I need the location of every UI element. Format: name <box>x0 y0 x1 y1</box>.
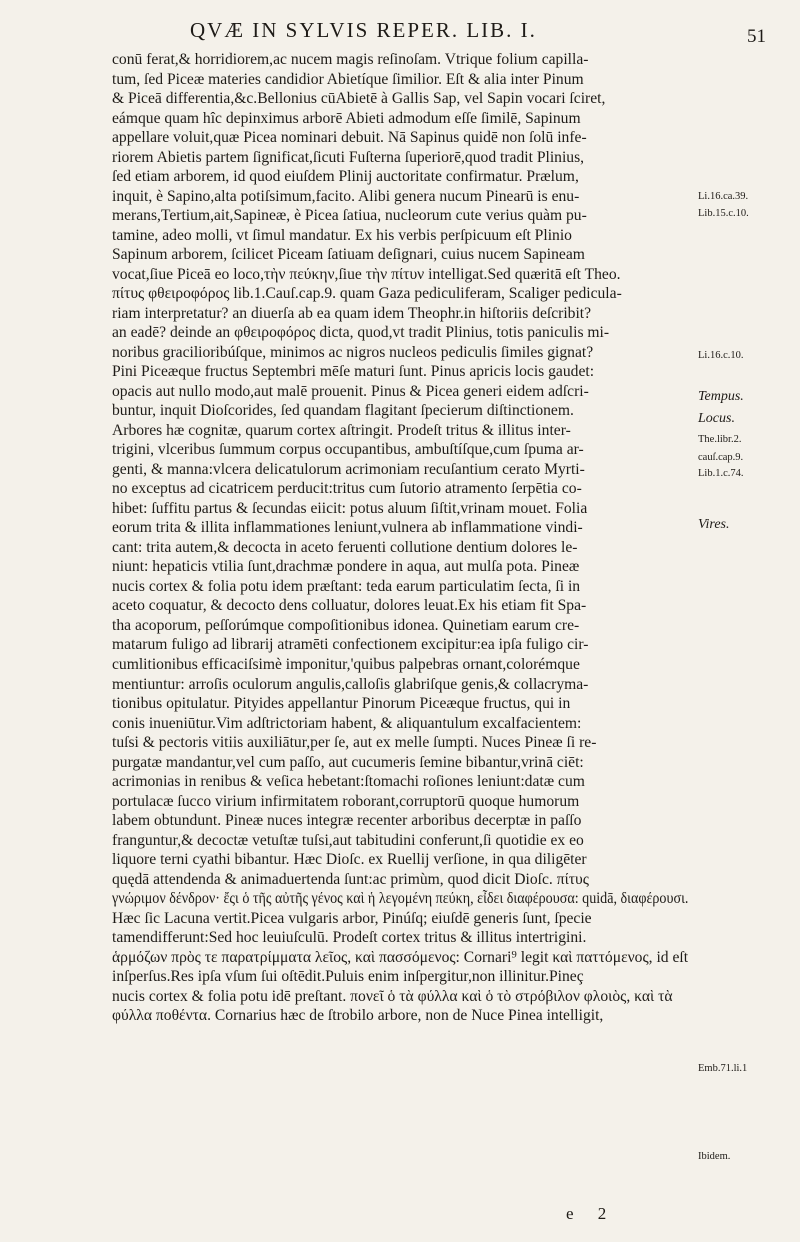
signature-mark: e 2 <box>566 1204 617 1223</box>
text-line: conis inueniūtur.Vim adſtrictoriam habent, & aliquantulum excalfacientem: <box>112 714 582 732</box>
text-line: trigini, vlceribus ſummum corpus occupantibus, ambuſtíſque,cum ſpuma ar- <box>112 441 584 459</box>
margin-note: Tempus. <box>698 389 744 404</box>
text-line: tionibus opitulatur. Pityides appellantur Pinorum Piceæque fructus, qui in <box>112 695 571 713</box>
text-line: mentiuntur: arroſis oculorum angulis,calloſis glabriſque genis,& collacryma- <box>112 675 589 693</box>
text-line: buntur, inquit Dioſcorides, ſed quandam flagitant ſpecierum diſtinctionem. <box>112 402 574 420</box>
text-line: riorem Abietis partem ſignificat,ſicuti Fuſterna ſuperiorē,quod tradit Plinius, <box>112 148 585 166</box>
text-line: appellare voluit,quæ Picea nominari debuit. Nā Sapinus quidē non ſolū infe- <box>112 129 587 147</box>
text-line: tum, ſed Piceæ materies candidior Abietíque ſimilior. Eſt & alia inter Pinum <box>112 70 584 88</box>
text-line: eámque quam hîc depinximus arborē Abieti admodum eſſe ſimilē, Sapinum <box>112 109 581 127</box>
text-line: conū ferat,& horridiorem,ac nucem magis reſinoſam. Vtrique folium capilla- <box>112 51 589 68</box>
text-line: nucis cortex & folia potu idem præſtant: teda earum particulatim ſecta, ſi in <box>112 577 581 595</box>
text-line: no exceptus ad cicatricem perducit:tritus cum ſutorio atramento ſerpētia co- <box>112 480 582 498</box>
text-line: aceto coquatur, & decocto dens colluatur, dolores leuat.Ex his etiam fit Spa- <box>112 597 587 615</box>
text-line: & Piceā differentia,&c.Bellonius cūAbietē à Gallis Sap, vel Sapin vocari ſciret, <box>112 90 606 108</box>
text-line: tuſsi & pectoris vitiis auxiliātur,per ſe, aut ex melle ſumpti. Nuces Pineæ ſi re- <box>112 734 597 752</box>
margin-note: Ibidem. <box>698 1151 731 1162</box>
text-line: franguntur,& decoctæ vetuſtæ tuſsi,aut tabitudini conferunt,ſi quotidie ex eo <box>112 831 584 849</box>
margin-note: Li.16.ca.39. <box>698 191 749 202</box>
body-text <box>112 50 688 1026</box>
text-line: tamendifferunt:Sed hoc leuiuſculū. Prodeſt cortex tritus & illitus intertrigini. <box>112 929 587 947</box>
text-line: noribus gracilioribúſque, minimos ac nigros nucleos pediculis ſimiles gignat? <box>112 343 594 361</box>
text-line: cumlitionibus efficaciſsimè imponitur,'quibus palpebras ornant,colorémque <box>112 655 580 673</box>
text-line: portulacæ ſucco virium infirmitatem roborant,corruptorū quoque humorum <box>112 792 580 810</box>
margin-note: Lib.1.c.74. <box>698 468 744 479</box>
text-line: eorum trita & illita inflammationes leniunt,vulnera ab inflammatione vindi- <box>112 519 583 537</box>
text-line: vocat,ſiue Piceā eo loco,τὴν πεύκην,ſiue τὴν πίτυν intelligat.Sed quæritā eſt Theo. <box>112 265 621 283</box>
text-line: acrimonias in renibus & veſica hebetant:ſtomachi roſiones leniunt:datæ cum <box>112 773 585 791</box>
margin-note: The.libr.2. <box>698 434 742 445</box>
text-line: Sapinum arborem, ſcilicet Piceam ſatiuam deſignari, cuius nucem Sapineam <box>112 246 585 264</box>
text-line: labem obtundunt. Pineæ nuces integræ recenter arboribus decerptæ in paſſo <box>112 812 582 830</box>
text-line: matarum fuligo ad librarij atramēti confectionem excipitur:ea ipſa fuligo cir- <box>112 636 589 654</box>
text-line: genti, & manna:vlcera delicatulorum acrimoniam recuſantium cerato Myrti- <box>112 460 585 478</box>
text-line: Pini Piceæque fructus Septembri mēſe maturi ſunt. Pinus apricis locis gaudet: <box>112 363 595 381</box>
margin-note: Vires. <box>698 517 730 532</box>
text-line: γνώριμον δένδρον· ἔςι ὁ τῆς αὐτῆς γένος καὶ ἡ λεγομένη πεύκη, εἶδει διαφέρουσα: quidā, διαφέρουσι. <box>112 890 689 908</box>
text-line: πίτυς φθειροφόρος lib.1.Cauſ.cap.9. quam Gaza pediculiferam, Scaliger pedicula- <box>112 285 622 303</box>
text-line: an eadē? deinde an φθειροφόρος dicta, quod,vt tradit Plinius, totis paniculis mi- <box>112 324 610 342</box>
page-number: 51 <box>747 26 766 47</box>
text-line: tha acoporum, peſſorúmque compoſitionibus idonea. Quinetiam earum cre- <box>112 616 580 634</box>
text-line: ſed etiam arborem, id quod eiuſdem Plinij auctoritate confirmatur. Prælum, <box>112 168 579 186</box>
text-line: cant: trita autem,& decocta in aceto feruenti collutione dentium dolores le- <box>112 538 578 556</box>
margin-note: Emb.71.li.1 <box>698 1063 748 1074</box>
margin-note: Locus. <box>698 411 735 426</box>
text-line: merans,Tertium,ait,Sapineæ, è Picea ſatiua, nucleorum cute verius quàm pu- <box>112 207 587 225</box>
text-line: quędā attendenda & animaduertenda ſunt:ac primùm, quod dicit Dioſc. πίτυς <box>112 870 589 888</box>
text-line: Hæc ſic Lacuna vertit.Picea vulgaris arbor, Pinúſq; eiuſdē generis ſunt, ſpecie <box>112 909 592 927</box>
margin-note: Li.16.c.10. <box>698 350 744 361</box>
text-line: riam interpretatur? an diuerſa ab ea quam idem Theophr.in hiſtoriis deſcribit? <box>112 304 592 322</box>
margin-note: Lib.15.c.10. <box>698 208 749 219</box>
text-line: opacis aut nullo modo,aut malē prouenit. Pinus & Picea generi eidem adſcri- <box>112 382 589 400</box>
text-line: Arbores hæ cognitæ, quarum cortex aſtringit. Prodeſt tritus & illitus inter- <box>112 421 571 439</box>
text-line: ἁρμόζων πρὸς τε παρατρίμματα λεῖος, καὶ πασσόμενος: Cornari⁹ legit καὶ παττόμενος, id eſt <box>112 948 689 966</box>
text-line: φύλλα ποθέντα. Cornarius hæc de ſtrobilo arbore, non de Nuce Pinea intelligit, <box>112 1007 604 1025</box>
text-line: nucis cortex & folia potu idē preſtant. πονεῖ ὁ τὰ φύλλα καὶ ὁ τὸ στρόβιλον φλοιὸς, καὶ τὰ <box>112 987 673 1005</box>
text-line: tamine, adeo molli, vt ſimul mandatur. Ex his verbis perſpicuum eſt Plinio <box>112 226 572 244</box>
text-line: inſperſus.Res ipſa vſum ſui oſtēdit.Puluis enim inſpergitur,non illinitur.Pineç <box>112 968 584 986</box>
text-line: niunt: hepaticis vtilia ſunt,drachmæ pondere in aqua, aut mulſa pota. Pineæ <box>112 558 580 576</box>
margin-note: cauſ.cap.9. <box>698 452 744 463</box>
text-line: hibet: ſuffitu partus & ſecundas eiicit: potus aluum ſiſtit,vrinam mouet. Folia <box>112 499 588 517</box>
text-line: purgatæ mandantur,vel cum paſſo, aut cucumeris ſemine bibantur,vrinā ciēt: <box>112 753 584 771</box>
text-line: inquit, è Sapino,alta potiſsimum,facito. Alibi genera nucum Pinearū is enu- <box>112 187 580 205</box>
running-head: QVÆ IN SYLVIS REPER. LIB. I. <box>190 18 537 42</box>
text-line: liquore terni cyathi bibantur. Hæc Dioſc. ex Ruellij verſione, in qua diligēter <box>112 851 587 869</box>
